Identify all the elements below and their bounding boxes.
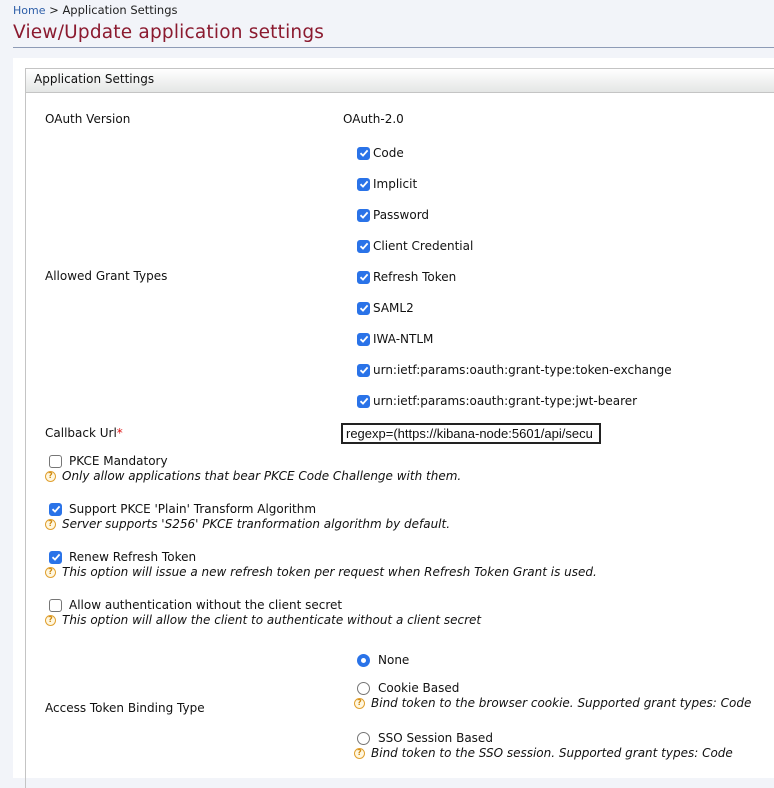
option-label: Allow authentication without the client secret (69, 598, 343, 612)
checkmark-icon (359, 272, 369, 282)
question-circle-icon[interactable]: ? (45, 471, 56, 482)
checkmark-icon (359, 334, 369, 344)
grant-type-iwa-ntlm[interactable] (357, 332, 433, 346)
binding-option-none[interactable] (357, 653, 409, 667)
binding-help-text: Bind token to the SSO session. Supported grant types: Code (371, 746, 733, 760)
option-pkce-mandatory[interactable] (49, 454, 168, 468)
binding-option-label: None (378, 653, 410, 667)
oauth-version-label: OAuth Version (45, 112, 131, 126)
checkbox-checked[interactable] (357, 147, 370, 160)
radio-selected[interactable] (357, 654, 370, 667)
grant-type-client-credential[interactable] (357, 239, 473, 253)
checkbox-unchecked[interactable] (49, 599, 62, 612)
checkmark-icon (359, 241, 369, 251)
option-help-text: This option will issue a new refresh token per request when Refresh Token Grant is used. (62, 565, 597, 579)
grant-type-label: urn:ietf:params:oauth:grant-type:jwt-bearer (373, 394, 638, 408)
binding-option-help (354, 696, 751, 710)
grant-type-password[interactable] (357, 208, 429, 222)
option-help (45, 565, 597, 579)
binding-option-sso-session[interactable] (357, 731, 493, 745)
binding-option-cookie[interactable] (357, 681, 459, 695)
grant-type-saml2[interactable] (357, 301, 414, 315)
checkmark-icon (51, 504, 61, 514)
grant-type-label: IWA-NTLM (373, 332, 434, 346)
title-divider (13, 47, 774, 48)
oauth-version-value: OAuth-2.0 (343, 112, 404, 126)
checkbox-checked[interactable] (357, 209, 370, 222)
checkmark-icon (359, 210, 369, 220)
callback-url-input[interactable] (341, 423, 601, 444)
option-help (45, 469, 461, 483)
grant-type-label: Code (373, 146, 404, 160)
checkmark-icon (359, 179, 369, 189)
callback-url-label (45, 426, 123, 440)
checkmark-icon (359, 365, 369, 375)
grant-type-token-exchange[interactable] (357, 363, 672, 377)
question-circle-icon[interactable]: ? (45, 567, 56, 578)
option-label: PKCE Mandatory (69, 454, 168, 468)
option-label: Support PKCE 'Plain' Transform Algorithm (69, 502, 317, 516)
allowed-grant-types-label: Allowed Grant Types (45, 269, 168, 283)
panel-header: Application Settings (26, 69, 774, 93)
content-area (13, 58, 774, 778)
question-circle-icon[interactable]: ? (45, 615, 56, 626)
question-circle-icon[interactable]: ? (45, 519, 56, 530)
option-help (45, 613, 481, 627)
radio-unselected[interactable] (357, 682, 370, 695)
grant-type-refresh-token[interactable] (357, 270, 456, 284)
checkmark-icon (359, 148, 369, 158)
access-token-binding-label: Access Token Binding Type (45, 701, 205, 715)
option-help (45, 517, 450, 531)
breadcrumb-current: Application Settings (62, 3, 178, 17)
grant-type-label: Password (373, 208, 430, 222)
checkbox-checked[interactable] (357, 395, 370, 408)
page-title: View/Update application settings (13, 22, 325, 43)
option-label: Renew Refresh Token (69, 550, 197, 564)
breadcrumb (13, 3, 178, 17)
option-help-text: Server supports 'S256' PKCE tranformation algorithm by default. (62, 517, 451, 531)
radio-unselected[interactable] (357, 732, 370, 745)
callback-url-label-text: Callback Url (45, 426, 117, 440)
binding-option-label: SSO Session Based (378, 731, 493, 745)
checkbox-checked[interactable] (357, 271, 370, 284)
breadcrumb-separator: > (45, 3, 63, 17)
grant-type-label: Implicit (373, 177, 418, 191)
binding-option-label: Cookie Based (378, 681, 460, 695)
required-marker: * (116, 426, 123, 440)
checkbox-checked[interactable] (49, 551, 62, 564)
option-help-text: Only allow applications that bear PKCE Code Challenge with them. (62, 469, 462, 483)
grant-type-label: urn:ietf:params:oauth:grant-type:token-exchange (373, 363, 672, 377)
checkbox-checked[interactable] (357, 178, 370, 191)
option-allow-auth-without-secret[interactable] (49, 598, 342, 612)
checkbox-checked[interactable] (49, 503, 62, 516)
grant-type-jwt-bearer[interactable] (357, 394, 637, 408)
question-circle-icon[interactable]: ? (354, 748, 365, 759)
checkmark-icon (359, 396, 369, 406)
checkmark-icon (51, 552, 61, 562)
question-circle-icon[interactable]: ? (354, 698, 365, 709)
option-support-pkce-plain[interactable] (49, 502, 316, 516)
grant-type-implicit[interactable] (357, 177, 417, 191)
checkbox-checked[interactable] (357, 240, 370, 253)
grant-type-code[interactable] (357, 146, 404, 160)
grant-type-label: SAML2 (373, 301, 414, 315)
option-help-text: This option will allow the client to authenticate without a client secret (62, 613, 482, 627)
checkbox-checked[interactable] (357, 302, 370, 315)
checkmark-icon (359, 303, 369, 313)
binding-help-text: Bind token to the browser cookie. Supported grant types: Code (371, 696, 752, 710)
checkbox-unchecked[interactable] (49, 455, 62, 468)
breadcrumb-home-link[interactable]: Home (13, 4, 46, 17)
binding-option-help (354, 746, 733, 760)
grant-type-label: Refresh Token (373, 270, 457, 284)
checkbox-checked[interactable] (357, 364, 370, 377)
grant-type-label: Client Credential (373, 239, 474, 253)
checkbox-checked[interactable] (357, 333, 370, 346)
option-renew-refresh-token[interactable] (49, 550, 196, 564)
